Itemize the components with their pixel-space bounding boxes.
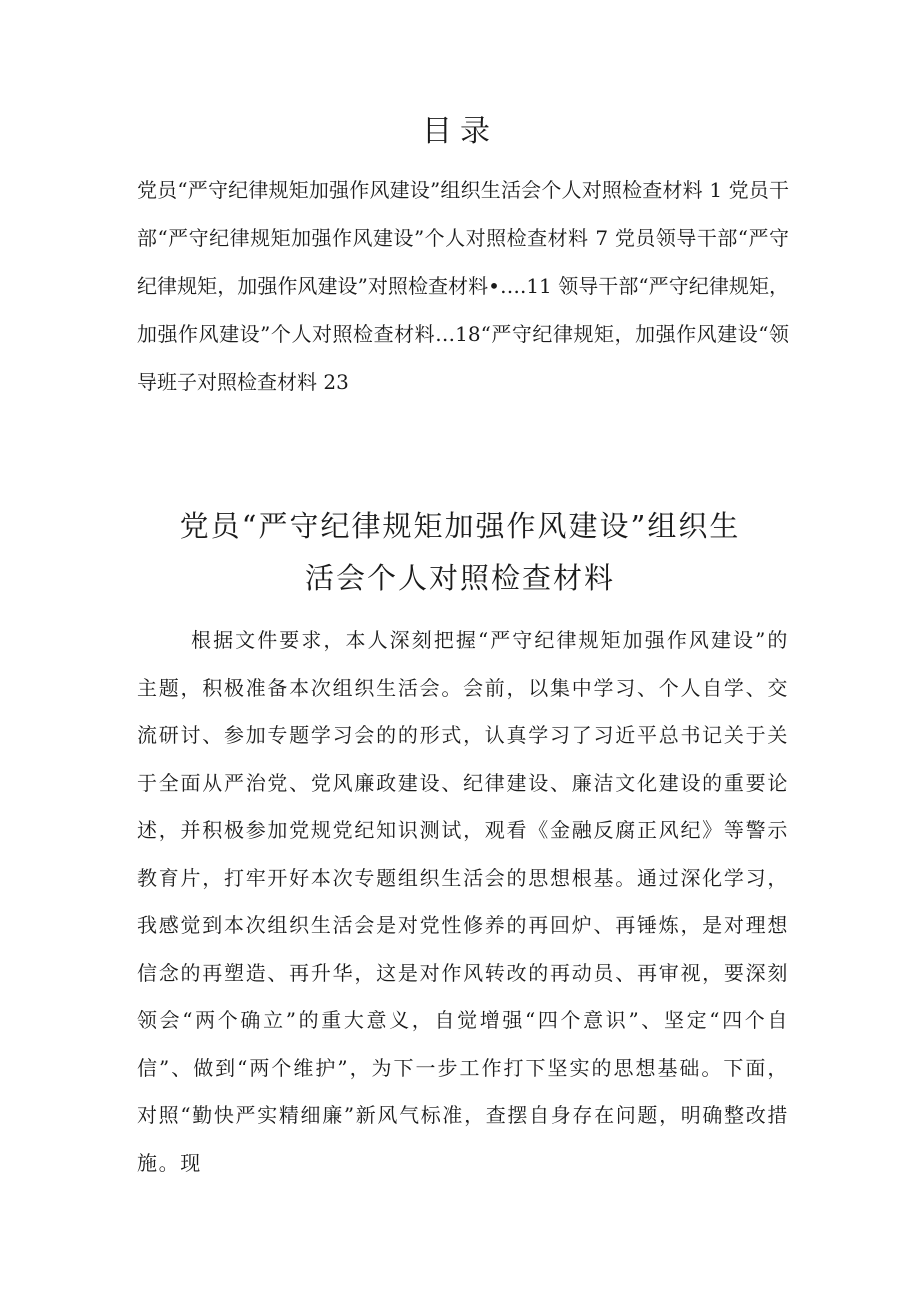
document-title-line-2: 活会个人对照检查材料 (304, 561, 615, 595)
toc-entry[interactable]: 党员干部“严守纪律规矩加强作风建设”个人对照检查材料 7 (137, 178, 790, 250)
toc-entry[interactable]: “严守纪律规矩，加强作风建设“领导班子对照检查材料 23 (137, 322, 789, 394)
toc-list (137, 166, 789, 406)
toc-entry[interactable]: 党员“严守纪律规矩加强作风建设”组织生活会个人对照检查材料 1 (137, 178, 729, 202)
body-paragraph: 根据文件要求，本人深刻把握“严守纪律规矩加强作风建设”的主题，积极准备本次组织生活会。会前，以集中学习、个人自学、交流研讨、参加专题学习会的的形式，认真学习了习近平总书记关于关于全面从严治党、党风廉政建设、纪律建设、廉洁文化建设的重要论述，并积极参加党规党纪知识测试，观看《金融反腐正风纪》等警示教育片，打牢开好本次专题组织生活会的思想根基。通过深化学习，我感觉到本次组织生活会是对党性修养的再回炉、再锤炼，是对理想信念的再塑造、再升华，这是对作风转改的再动员、再审视，要深刻领会“两个确立”的重大意义，自觉增强“四个意识”、坚定“四个自信”、做到“两个维护”，为下一步工作打下坚实的思想基础。下面，对照“勤快严实精细廉”新风气标准，查摆自身存在问题，明确整改措施。现 (137, 628, 789, 1175)
document-title (130, 500, 790, 604)
toc-entry[interactable]: 党员领导干部“严守纪律规矩，加强作风建设”对照检查材料•….11 (137, 226, 789, 298)
document-title-line-1: 党员“严守纪律规矩加强作风建设”组织生 (179, 509, 741, 543)
toc-title: 目录 (422, 114, 498, 149)
toc-entry[interactable]: 领导干部“严守纪律规矩，加强作风建设”个人对照检查材料…18 (137, 274, 789, 346)
